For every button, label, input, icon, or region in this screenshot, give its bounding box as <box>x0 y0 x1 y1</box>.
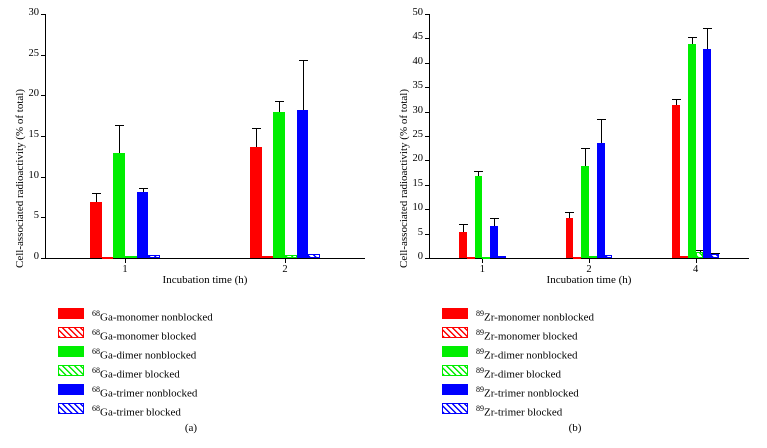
bar <box>285 255 297 258</box>
x-axis <box>45 258 365 259</box>
bar <box>297 110 309 258</box>
legend-label: $^{68}$Ga-trimer blocked <box>92 404 181 419</box>
y-tick-label: 20 <box>412 153 423 165</box>
legend-swatch <box>442 308 468 319</box>
y-tick-label: 5 <box>33 210 39 222</box>
legend-label: $^{68}$Ga-dimer blocked <box>92 366 180 381</box>
error-bar-cap <box>490 218 499 219</box>
y-tick <box>41 14 45 15</box>
isotope-superscript: 68 <box>92 328 100 337</box>
isotope-superscript: 89 <box>476 404 484 413</box>
isotope-superscript: 89 <box>476 385 484 394</box>
bar <box>696 252 704 258</box>
y-tick-label: 45 <box>412 31 423 43</box>
y-tick-label: 15 <box>412 177 423 189</box>
y-tick <box>41 217 45 218</box>
legend-label: $^{89}$Zr-dimer blocked <box>476 366 562 381</box>
bar <box>573 257 581 259</box>
legend-swatch <box>58 346 84 357</box>
isotope-superscript: 68 <box>92 366 100 375</box>
legend-label: $^{89}$Zr-monomer blocked <box>476 328 578 343</box>
legend-swatch <box>58 403 84 414</box>
bar <box>566 218 574 258</box>
y-axis <box>429 14 430 259</box>
legend-swatch <box>442 327 468 338</box>
x-tick <box>696 259 697 263</box>
bar <box>125 256 137 258</box>
isotope-superscript: 89 <box>476 366 484 375</box>
error-bar-cap <box>139 188 148 189</box>
y-tick <box>41 55 45 56</box>
error-bar <box>463 224 464 232</box>
error-bar-cap <box>252 128 261 129</box>
y-tick <box>425 112 429 113</box>
bar <box>605 255 613 258</box>
error-bar-cap <box>711 253 720 254</box>
y-tick <box>425 87 429 88</box>
bar <box>688 44 696 258</box>
error-bar-cap <box>459 224 468 225</box>
error-bar-cap <box>597 119 606 120</box>
bar <box>459 232 467 258</box>
bar <box>589 256 597 258</box>
x-tick-label: 2 <box>282 264 288 275</box>
y-axis-label-a: Cell-associated radioactivity (% of total) <box>14 89 26 268</box>
error-bar-cap <box>474 171 483 172</box>
error-bar <box>692 37 693 44</box>
y-tick <box>425 63 429 64</box>
bar <box>308 254 320 258</box>
y-tick-label: 30 <box>28 7 39 18</box>
isotope-superscript: 89 <box>476 347 484 356</box>
error-bar-cap <box>299 60 308 61</box>
x-tick-label: 2 <box>586 264 592 275</box>
error-bar-cap <box>581 148 590 149</box>
bar <box>597 143 605 258</box>
error-bar <box>119 125 120 153</box>
legend-label: $^{89}$Zr-trimer blocked <box>476 404 563 419</box>
isotope-superscript: 68 <box>92 309 100 318</box>
bar <box>250 147 262 258</box>
bar <box>581 166 589 258</box>
error-bar-cap <box>565 212 574 213</box>
y-tick-label: 25 <box>412 129 423 140</box>
y-axis-label-b: Cell-associated radioactivity (% of total) <box>398 89 410 268</box>
bar <box>262 256 274 258</box>
error-bar <box>601 119 602 143</box>
y-tick <box>41 258 45 259</box>
x-axis-label-b: Incubation time (h) <box>546 274 632 286</box>
x-tick-label: 1 <box>122 264 128 275</box>
isotope-superscript: 89 <box>476 309 484 318</box>
y-tick <box>425 209 429 210</box>
bar <box>475 176 483 258</box>
y-tick-label: 25 <box>28 47 39 59</box>
y-tick-label: 30 <box>412 104 423 116</box>
y-tick <box>425 136 429 137</box>
legend-label: $^{89}$Zr-monomer nonblocked <box>476 309 595 324</box>
y-tick-label: 50 <box>412 7 423 18</box>
y-tick-label: 15 <box>28 129 39 140</box>
legend-label: $^{68}$Ga-monomer blocked <box>92 328 197 343</box>
x-tick <box>482 259 483 263</box>
bar <box>703 49 711 258</box>
error-bar <box>585 148 586 166</box>
y-tick <box>41 177 45 178</box>
y-tick <box>425 258 429 259</box>
bar <box>113 153 125 258</box>
error-bar-cap <box>703 28 712 29</box>
error-bar-cap <box>115 125 124 126</box>
y-tick-label: 35 <box>412 80 423 92</box>
error-bar <box>96 193 97 202</box>
y-tick <box>425 234 429 235</box>
x-tick-label: 1 <box>479 264 485 275</box>
error-bar <box>279 101 280 112</box>
bar <box>490 226 498 258</box>
y-tick-label: 10 <box>28 169 39 181</box>
legend-swatch <box>58 384 84 395</box>
bar <box>148 255 160 258</box>
isotope-superscript: 89 <box>476 328 484 337</box>
bar <box>467 257 475 259</box>
legend-label: $^{68}$Ga-monomer nonblocked <box>92 309 213 324</box>
x-tick <box>285 259 286 263</box>
chart-panel-b <box>384 0 767 448</box>
y-tick-label: 10 <box>412 202 423 214</box>
legend-swatch <box>442 384 468 395</box>
y-tick <box>41 95 45 96</box>
legend-label: $^{89}$Zr-trimer nonblocked <box>476 385 579 400</box>
y-tick <box>425 14 429 15</box>
y-tick <box>425 160 429 161</box>
legend-label: $^{68}$Ga-trimer nonblocked <box>92 385 198 400</box>
error-bar-cap <box>672 99 681 100</box>
legend-label: $^{89}$Zr-dimer nonblocked <box>476 347 578 362</box>
y-tick-label: 40 <box>412 55 423 67</box>
error-bar <box>256 128 257 148</box>
error-bar-cap <box>92 193 101 194</box>
legend-swatch <box>58 308 84 319</box>
bar <box>711 254 719 258</box>
error-bar-cap <box>688 37 697 38</box>
legend-swatch <box>442 365 468 376</box>
y-tick-label: 0 <box>417 251 423 262</box>
bar <box>680 256 688 258</box>
error-bar-cap <box>275 101 284 102</box>
bar <box>672 105 680 258</box>
bar <box>137 192 149 258</box>
isotope-superscript: 68 <box>92 385 100 394</box>
error-bar <box>303 60 304 110</box>
error-bar <box>707 28 708 49</box>
chart-panel-a <box>0 0 383 448</box>
y-tick-label: 5 <box>417 226 423 238</box>
x-axis-label-a: Incubation time (h) <box>162 274 248 286</box>
y-axis <box>45 14 46 259</box>
plot-area-a <box>28 7 365 275</box>
legend-swatch <box>58 327 84 338</box>
y-tick-label: 0 <box>33 251 39 262</box>
panel-caption-a: (a) <box>184 422 198 434</box>
y-tick-label: 20 <box>28 88 39 100</box>
x-tick <box>589 259 590 263</box>
bar <box>102 257 114 259</box>
panel-caption-b: (b) <box>568 422 582 434</box>
y-tick <box>425 185 429 186</box>
bar <box>273 112 285 258</box>
plot-area-b <box>412 7 749 275</box>
isotope-superscript: 68 <box>92 347 100 356</box>
legend-swatch <box>58 365 84 376</box>
bar <box>90 202 102 258</box>
legend-label: $^{68}$Ga-dimer nonblocked <box>92 347 197 362</box>
y-tick <box>41 136 45 137</box>
legend-swatch <box>442 403 468 414</box>
isotope-superscript: 68 <box>92 404 100 413</box>
bar <box>498 256 506 258</box>
x-tick <box>125 259 126 263</box>
error-bar <box>494 218 495 226</box>
x-tick-label: 4 <box>693 264 699 275</box>
y-tick <box>425 38 429 39</box>
legend-swatch <box>442 346 468 357</box>
bar <box>482 257 490 259</box>
